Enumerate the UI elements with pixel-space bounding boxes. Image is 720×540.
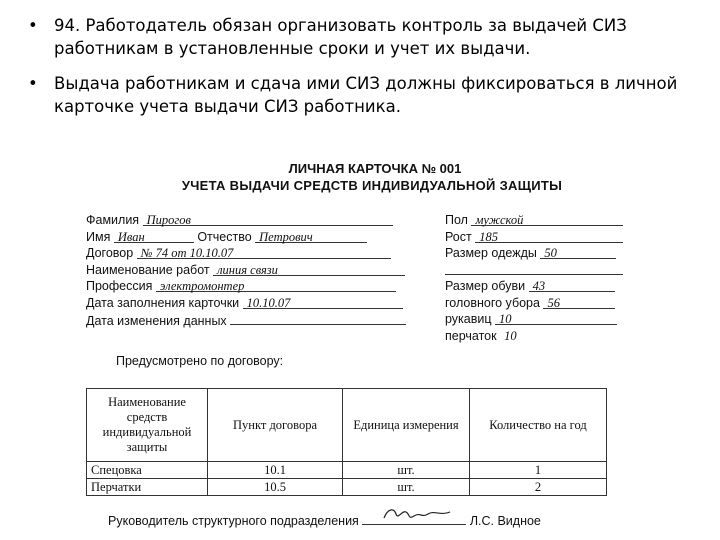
field-label: Наименование работ	[86, 262, 210, 277]
card-footer	[108, 510, 541, 528]
field-value: 50	[540, 245, 616, 259]
field-value	[230, 311, 406, 325]
field-label: Дата заполнения карточки	[86, 295, 240, 310]
field-value: Пирогов	[143, 212, 393, 226]
provided-label: Предусмотрено по договору:	[116, 354, 284, 368]
table-header: Единица измерения	[343, 389, 470, 462]
field-label: Фамилия	[86, 213, 140, 227]
bullet-item	[28, 72, 688, 118]
field-value: Иван	[114, 229, 194, 243]
field-label: Рост	[445, 229, 472, 244]
card-subtitle: УЧЕТА ВЫДАЧИ СРЕДСТВ ИНДИВИДУАЛЬНОЙ ЗАЩИТЫ	[181, 178, 563, 193]
field-value: линия связи	[213, 262, 405, 276]
bullet-marker: •	[28, 16, 38, 35]
table-cell: 1	[470, 462, 607, 479]
card-left-fields	[86, 212, 406, 328]
blank-underline	[445, 262, 623, 275]
bullet-text: 94. Работодатель обязан организовать контроль за выдачей СИЗ работникам в установленные сроки и учет их выдачи.	[54, 16, 627, 58]
field-filled-date	[86, 295, 406, 312]
table-row	[87, 462, 607, 479]
field-label: Договор	[86, 246, 134, 260]
signature	[362, 510, 466, 525]
table-cell: Перчатки	[87, 479, 208, 496]
field-label: Пол	[445, 213, 468, 227]
table-cell: Спецовка	[87, 462, 208, 479]
card-title: ЛИЧНАЯ КАРТОЧКА № 001	[288, 161, 462, 176]
footer-name: Л.С. Видное	[469, 514, 541, 528]
field-blank-line	[445, 262, 625, 279]
field-name-patronymic	[86, 229, 406, 246]
field-label: головного убора	[445, 295, 540, 310]
table-header: Пункт договора	[208, 389, 343, 462]
bullet-list	[28, 14, 688, 130]
table-header: Количество на год	[470, 389, 607, 462]
field-value: 185	[475, 229, 623, 243]
field-mittens-size	[445, 311, 625, 328]
table-cell: 2	[470, 479, 607, 496]
field-label: Профессия	[86, 279, 153, 293]
field-value: Петрович	[255, 229, 367, 243]
table-cell: 10.5	[208, 479, 343, 496]
field-label: Имя	[86, 229, 111, 244]
footer-label: Руководитель структурного подразделения	[108, 514, 359, 528]
field-clothes-size	[445, 245, 625, 262]
bullet-item	[28, 14, 688, 60]
table-cell: шт.	[343, 479, 470, 496]
field-value: 56	[543, 295, 615, 309]
field-profession	[86, 278, 406, 295]
field-value: 10	[495, 311, 617, 325]
field-label: Дата изменения данных	[86, 314, 227, 328]
field-contract	[86, 245, 406, 262]
field-value: 43	[529, 278, 615, 292]
field-shoe-size	[445, 278, 625, 295]
field-gloves-size	[445, 328, 625, 345]
bullet-text: Выдача работникам и сдача ими СИЗ должны фиксироваться в личной карточке учета выдачи СИЗ работника.	[54, 74, 678, 116]
field-label: Размер обуви	[445, 279, 526, 293]
field-surname	[86, 212, 406, 229]
field-label: рукавиц	[445, 312, 492, 326]
field-value: 10	[504, 328, 517, 343]
field-value: мужской	[471, 212, 623, 226]
field-headwear-size	[445, 295, 625, 312]
field-label: Отчество	[197, 229, 252, 244]
table-cell: 10.1	[208, 462, 343, 479]
field-height	[445, 229, 625, 246]
field-changed-date	[86, 311, 406, 328]
bullet-marker: •	[28, 74, 38, 93]
personal-card-image	[80, 160, 640, 535]
ppe-table	[86, 388, 607, 496]
signature-scribble-icon	[380, 504, 454, 524]
table-cell: шт.	[343, 462, 470, 479]
table-row	[87, 479, 607, 496]
field-sex	[445, 212, 625, 229]
field-work	[86, 262, 406, 279]
table-header: Наименование средств индивидуальной защиты	[87, 389, 208, 462]
field-value: электромонтер	[156, 278, 396, 292]
field-value: № 74 от 10.10.07	[137, 245, 391, 259]
field-label: Размер одежды	[445, 246, 537, 260]
card-right-fields	[445, 212, 625, 344]
field-label: перчаток	[445, 328, 497, 343]
field-value: 10.10.07	[243, 295, 403, 309]
table-header-row	[87, 389, 607, 462]
